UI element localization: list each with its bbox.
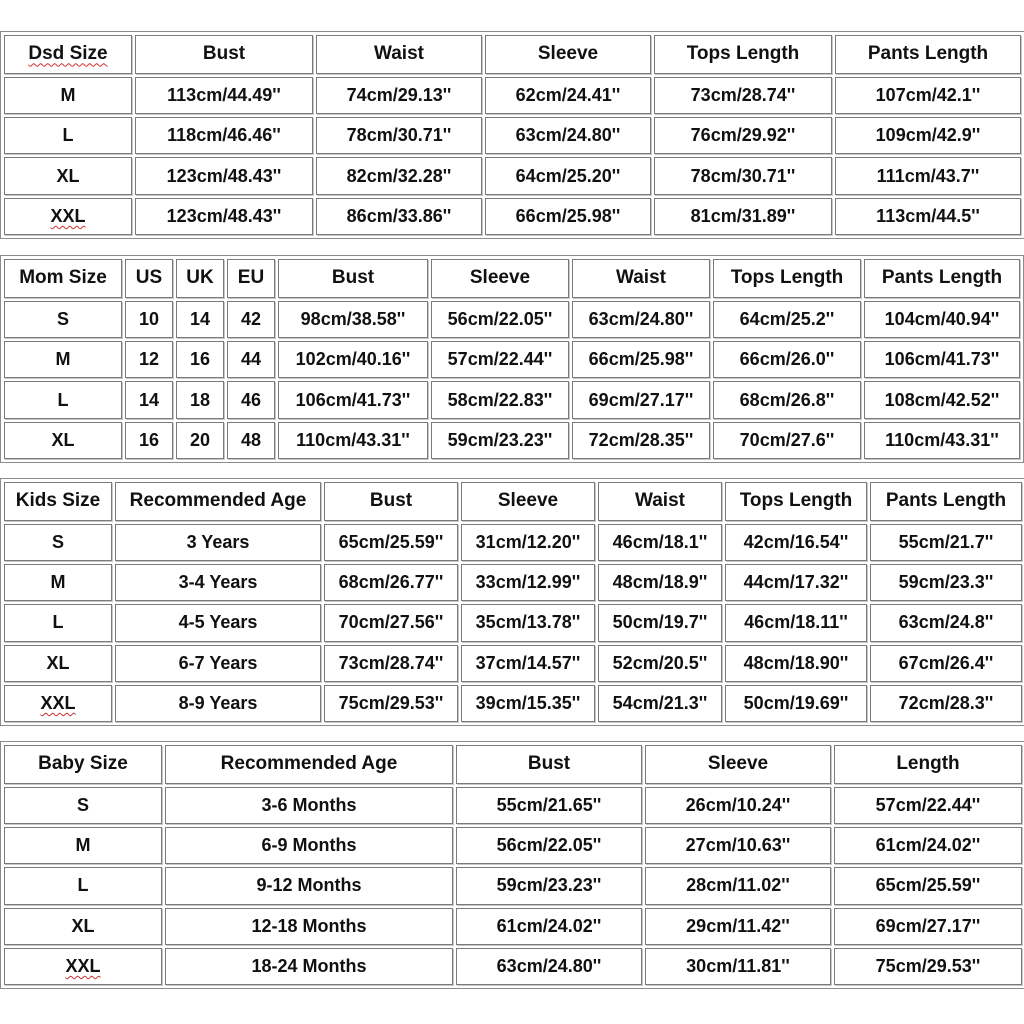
- size-cell: M: [4, 77, 132, 114]
- table-cell: 108cm/42.52'': [864, 381, 1020, 418]
- table-cell: 18-24 Months: [165, 948, 453, 985]
- table-cell: 118cm/46.46'': [135, 117, 313, 154]
- table-cell: 107cm/42.1'': [835, 77, 1021, 114]
- header-cell: Dsd Size: [4, 35, 132, 74]
- size-cell: M: [4, 341, 122, 378]
- table-header-row: [4, 35, 1021, 74]
- table-cell: 4-5 Years: [115, 604, 321, 641]
- table-cell: 58cm/22.83'': [431, 381, 569, 418]
- header-cell: Mom Size: [4, 259, 122, 298]
- table-cell: 113cm/44.49'': [135, 77, 313, 114]
- size-cell: XXL: [4, 198, 132, 235]
- table-row: [4, 198, 1021, 235]
- table-cell: 29cm/11.42'': [645, 908, 831, 945]
- table-row: [4, 645, 1022, 682]
- table-cell: 6-7 Years: [115, 645, 321, 682]
- header-cell: Waist: [598, 482, 722, 521]
- header-cell: Sleeve: [645, 745, 831, 784]
- header-cell: Sleeve: [485, 35, 651, 74]
- table-cell: 57cm/22.44'': [834, 787, 1022, 824]
- table-cell: 46: [227, 381, 275, 418]
- table-cell: 111cm/43.7'': [835, 157, 1021, 194]
- table-cell: 63cm/24.8'': [870, 604, 1022, 641]
- table-cell: 46cm/18.11'': [725, 604, 867, 641]
- table-cell: 69cm/27.17'': [572, 381, 710, 418]
- header-cell: Bust: [278, 259, 428, 298]
- table-cell: 72cm/28.35'': [572, 422, 710, 459]
- table-row: [4, 948, 1022, 985]
- size-cell: XL: [4, 645, 112, 682]
- table-cell: 59cm/23.3'': [870, 564, 1022, 601]
- table-cell: 3 Years: [115, 524, 321, 561]
- table-cell: 63cm/24.80'': [572, 301, 710, 338]
- table-cell: 69cm/27.17'': [834, 908, 1022, 945]
- header-cell: Baby Size: [4, 745, 162, 784]
- table-cell: 106cm/41.73'': [278, 381, 428, 418]
- header-cell: UK: [176, 259, 224, 298]
- header-cell: Waist: [572, 259, 710, 298]
- table-cell: 42: [227, 301, 275, 338]
- table-cell: 48: [227, 422, 275, 459]
- header-cell: Waist: [316, 35, 482, 74]
- table-cell: 57cm/22.44'': [431, 341, 569, 378]
- table-cell: 44cm/17.32'': [725, 564, 867, 601]
- table-cell: 3-4 Years: [115, 564, 321, 601]
- table-cell: 63cm/24.80'': [485, 117, 651, 154]
- table-cell: 18: [176, 381, 224, 418]
- table-cell: 50cm/19.69'': [725, 685, 867, 722]
- size-cell: M: [4, 564, 112, 601]
- header-cell: Bust: [135, 35, 313, 74]
- size-cell: XL: [4, 908, 162, 945]
- table-cell: 61cm/24.02'': [834, 827, 1022, 864]
- table-cell: 64cm/25.20'': [485, 157, 651, 194]
- table-cell: 3-6 Months: [165, 787, 453, 824]
- header-cell: Recommended Age: [115, 482, 321, 521]
- table-cell: 14: [125, 381, 173, 418]
- table-cell: 102cm/40.16'': [278, 341, 428, 378]
- header-cell: Length: [834, 745, 1022, 784]
- table-cell: 78cm/30.71'': [316, 117, 482, 154]
- table-cell: 44: [227, 341, 275, 378]
- table-cell: 39cm/15.35'': [461, 685, 595, 722]
- table-cell: 61cm/24.02'': [456, 908, 642, 945]
- table-cell: 66cm/25.98'': [572, 341, 710, 378]
- table-cell: 56cm/22.05'': [456, 827, 642, 864]
- table-cell: 9-12 Months: [165, 867, 453, 904]
- table-cell: 123cm/48.43'': [135, 198, 313, 235]
- size-cell: L: [4, 117, 132, 154]
- table-row: [4, 77, 1021, 114]
- header-cell: EU: [227, 259, 275, 298]
- table-cell: 14: [176, 301, 224, 338]
- table-row: [4, 685, 1022, 722]
- size-cell: S: [4, 787, 162, 824]
- table-cell: 6-9 Months: [165, 827, 453, 864]
- header-cell: Sleeve: [461, 482, 595, 521]
- table-cell: 65cm/25.59'': [324, 524, 458, 561]
- size-cell: S: [4, 524, 112, 561]
- table-row: [4, 604, 1022, 641]
- table-cell: 113cm/44.5'': [835, 198, 1021, 235]
- table-cell: 66cm/25.98'': [485, 198, 651, 235]
- table-cell: 12-18 Months: [165, 908, 453, 945]
- table-cell: 20: [176, 422, 224, 459]
- table-cell: 59cm/23.23'': [431, 422, 569, 459]
- table-cell: 55cm/21.7'': [870, 524, 1022, 561]
- table-cell: 110cm/43.31'': [864, 422, 1020, 459]
- table-cell: 48cm/18.90'': [725, 645, 867, 682]
- table-cell: 65cm/25.59'': [834, 867, 1022, 904]
- table-row: [4, 422, 1020, 459]
- table-cell: 74cm/29.13'': [316, 77, 482, 114]
- table-cell: 30cm/11.81'': [645, 948, 831, 985]
- mom-size-table: [0, 255, 1024, 463]
- table-cell: 63cm/24.80'': [456, 948, 642, 985]
- header-cell: Pants Length: [835, 35, 1021, 74]
- size-cell: L: [4, 381, 122, 418]
- table-cell: 16: [176, 341, 224, 378]
- table-cell: 82cm/32.28'': [316, 157, 482, 194]
- header-cell: Recommended Age: [165, 745, 453, 784]
- table-cell: 54cm/21.3'': [598, 685, 722, 722]
- size-cell: XL: [4, 157, 132, 194]
- header-cell: Pants Length: [864, 259, 1020, 298]
- table-header-row: [4, 482, 1022, 521]
- table-cell: 10: [125, 301, 173, 338]
- header-cell: Tops Length: [654, 35, 832, 74]
- table-cell: 26cm/10.24'': [645, 787, 831, 824]
- table-cell: 37cm/14.57'': [461, 645, 595, 682]
- table-cell: 75cm/29.53'': [324, 685, 458, 722]
- table-cell: 104cm/40.94'': [864, 301, 1020, 338]
- header-cell: Bust: [456, 745, 642, 784]
- table-row: [4, 301, 1020, 338]
- table-row: [4, 381, 1020, 418]
- dad-size-table: [0, 31, 1024, 239]
- table-cell: 64cm/25.2'': [713, 301, 861, 338]
- table-cell: 86cm/33.86'': [316, 198, 482, 235]
- header-cell: Sleeve: [431, 259, 569, 298]
- table-cell: 16: [125, 422, 173, 459]
- table-cell: 76cm/29.92'': [654, 117, 832, 154]
- table-cell: 72cm/28.3'': [870, 685, 1022, 722]
- table-row: [4, 117, 1021, 154]
- size-cell: M: [4, 827, 162, 864]
- table-row: [4, 341, 1020, 378]
- table-header-row: [4, 259, 1020, 298]
- size-cell: XXL: [4, 948, 162, 985]
- header-cell: Pants Length: [870, 482, 1022, 521]
- table-cell: 81cm/31.89'': [654, 198, 832, 235]
- table-header-row: [4, 745, 1022, 784]
- table-cell: 28cm/11.02'': [645, 867, 831, 904]
- table-row: [4, 524, 1022, 561]
- baby-size-table: [0, 741, 1024, 989]
- table-cell: 35cm/13.78'': [461, 604, 595, 641]
- table-cell: 50cm/19.7'': [598, 604, 722, 641]
- table-cell: 73cm/28.74'': [324, 645, 458, 682]
- table-row: [4, 564, 1022, 601]
- table-cell: 52cm/20.5'': [598, 645, 722, 682]
- table-cell: 68cm/26.77'': [324, 564, 458, 601]
- table-row: [4, 827, 1022, 864]
- table-cell: 75cm/29.53'': [834, 948, 1022, 985]
- table-cell: 55cm/21.65'': [456, 787, 642, 824]
- kids-size-table: [0, 478, 1024, 726]
- table-row: [4, 157, 1021, 194]
- table-cell: 46cm/18.1'': [598, 524, 722, 561]
- header-cell: Bust: [324, 482, 458, 521]
- table-cell: 98cm/38.58'': [278, 301, 428, 338]
- table-cell: 48cm/18.9'': [598, 564, 722, 601]
- table-row: [4, 867, 1022, 904]
- table-row: [4, 787, 1022, 824]
- header-cell: US: [125, 259, 173, 298]
- table-cell: 70cm/27.56'': [324, 604, 458, 641]
- table-cell: 62cm/24.41'': [485, 77, 651, 114]
- header-cell: Tops Length: [725, 482, 867, 521]
- table-cell: 56cm/22.05'': [431, 301, 569, 338]
- table-cell: 78cm/30.71'': [654, 157, 832, 194]
- table-row: [4, 908, 1022, 945]
- table-cell: 70cm/27.6'': [713, 422, 861, 459]
- table-cell: 110cm/43.31'': [278, 422, 428, 459]
- table-cell: 42cm/16.54'': [725, 524, 867, 561]
- table-cell: 67cm/26.4'': [870, 645, 1022, 682]
- table-cell: 68cm/26.8'': [713, 381, 861, 418]
- header-cell: Kids Size: [4, 482, 112, 521]
- table-cell: 73cm/28.74'': [654, 77, 832, 114]
- table-cell: 66cm/26.0'': [713, 341, 861, 378]
- table-cell: 109cm/42.9'': [835, 117, 1021, 154]
- table-cell: 33cm/12.99'': [461, 564, 595, 601]
- size-cell: XL: [4, 422, 122, 459]
- size-cell: XXL: [4, 685, 112, 722]
- size-cell: L: [4, 604, 112, 641]
- table-cell: 8-9 Years: [115, 685, 321, 722]
- table-cell: 27cm/10.63'': [645, 827, 831, 864]
- table-cell: 59cm/23.23'': [456, 867, 642, 904]
- table-cell: 12: [125, 341, 173, 378]
- size-cell: S: [4, 301, 122, 338]
- header-cell: Tops Length: [713, 259, 861, 298]
- size-cell: L: [4, 867, 162, 904]
- table-cell: 31cm/12.20'': [461, 524, 595, 561]
- table-cell: 106cm/41.73'': [864, 341, 1020, 378]
- table-cell: 123cm/48.43'': [135, 157, 313, 194]
